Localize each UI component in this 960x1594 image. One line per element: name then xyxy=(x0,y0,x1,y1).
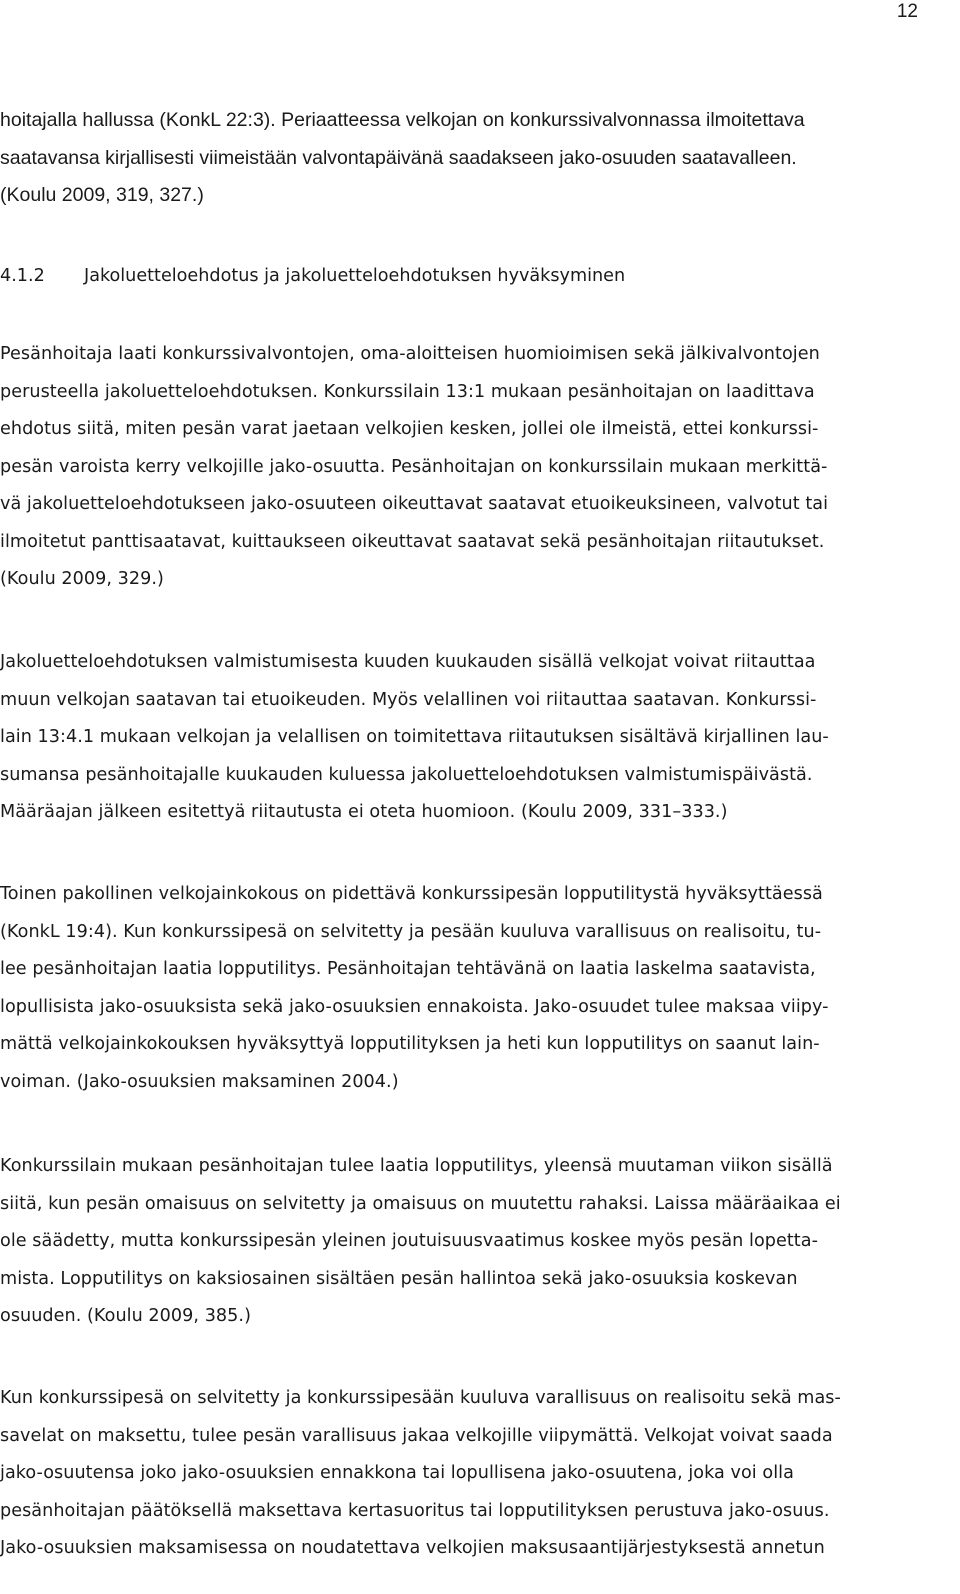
text-line: vä jakoluetteloehdotukseen jako-osuuteen oikeuttavat saatavat etuoikeuksineen, valvotut tai xyxy=(0,494,829,514)
text-line: Toinen pakollinen velkojainkokous on pidettävä konkurssipesän lopputilitystä hyväksyttäessä xyxy=(0,884,823,904)
section-number: 4.1.2 xyxy=(0,266,45,286)
text-line: hoitajalla hallussa (KonkL 22:3). Periaatteessa velkojan on konkurssivalvonnassa ilmoitettava xyxy=(0,109,805,131)
text-line: osuuden. (Koulu 2009, 385.) xyxy=(0,1306,251,1326)
intro-paragraph xyxy=(0,102,948,215)
paragraph-2 xyxy=(0,644,948,832)
paragraph-5 xyxy=(0,1380,948,1568)
text-line: perusteella jakoluetteloehdotuksen. Konkurssilain 13:1 mukaan pesänhoitajan on laadittava xyxy=(0,381,815,402)
page-number: 12 xyxy=(896,1,918,22)
section-title: Jakoluetteloehdotus ja jakoluetteloehdotuksen hyväksyminen xyxy=(84,266,626,286)
text-line: siitä, kun pesän omaisuus on selvitetty ja omaisuus on muutettu rahaksi. Laissa määräaikaa ei xyxy=(0,1193,841,1214)
text-line: voiman. (Jako-osuuksien maksaminen 2004.) xyxy=(0,1071,399,1092)
text-line: ehdotus siitä, miten pesän varat jaetaan velkojien kesken, jollei ole ilmeistä, ettei konkurssi- xyxy=(0,419,819,439)
text-line: Konkurssilain mukaan pesänhoitajan tulee laatia lopputilitys, yleensä muutaman viikon sisällä xyxy=(0,1156,833,1176)
text-line: pesän varoista kerry velkojille jako-osuutta. Pesänhoitajan on konkurssilain mukaan merkittä- xyxy=(0,456,828,477)
text-line: lopullisista jako-osuuksista sekä jako-osuuksien ennakoista. Jako-osuudet tulee maksaa viipy- xyxy=(0,996,829,1017)
text-line: lee pesänhoitajan laatia lopputilitys. Pesänhoitajan tehtävänä on laatia laskelma saatavista, xyxy=(0,959,816,979)
text-line: saatavansa kirjallisesti viimeistään valvontapäivänä saadakseen jako-osuuden saatavalleen. xyxy=(0,146,797,169)
text-line: ilmoitetut panttisaatavat, kuittaukseen oikeuttavat saatavat sekä pesänhoitajan riitautukset. xyxy=(0,531,825,552)
text-line: (Koulu 2009, 329.) xyxy=(0,569,164,589)
text-line: sumansa pesänhoitajalle kuukauden kuluessa jakoluetteloehdotuksen valmistumispäivästä. xyxy=(0,764,813,785)
text-line: ole säädetty, mutta konkurssipesän yleinen joutuisuusvaatimus koskee myös pesän lopetta- xyxy=(0,1231,818,1251)
text-line: Jakoluetteloehdotuksen valmistumisesta kuuden kuukauden sisällä velkojat voivat riitauttaa xyxy=(0,652,816,672)
text-line: Kun konkurssipesä on selvitetty ja konkurssipesään kuuluva varallisuus on realisoitu sekä mas- xyxy=(0,1388,841,1408)
text-line: Jako-osuuksien maksamisessa on noudatettava velkojien maksusaantijärjestyksestä annetun xyxy=(0,1538,825,1558)
text-line: Pesänhoitaja laati konkurssivalvontojen, oma-aloitteisen huomioimisen sekä jälkivalvontojen xyxy=(0,344,820,364)
text-line: (Koulu 2009, 319, 327.) xyxy=(0,184,204,206)
text-line: (KonkL 19:4). Kun konkurssipesä on selvitetty ja pesään kuuluva varallisuus on realisoitu, tu- xyxy=(0,921,822,942)
text-line: lain 13:4.1 mukaan velkojan ja velallisen on toimitettava riitautuksen sisältävä kirjallinen lau- xyxy=(0,727,829,747)
section-heading xyxy=(0,258,625,296)
text-line: mista. Lopputilitys on kaksiosainen sisältäen pesän hallintoa sekä jako-osuuksia koskevan xyxy=(0,1268,798,1289)
text-line: muun velkojan saatavan tai etuoikeuden. Myös velallinen voi riitauttaa saatavan. Konkurssi- xyxy=(0,689,817,710)
paragraph-3 xyxy=(0,876,948,1101)
text-line: savelat on maksettu, tulee pesän varallisuus jakaa velkojille viipymättä. Velkojat voivat saada xyxy=(0,1425,833,1446)
text-line: jako-osuutensa joko jako-osuuksien ennakkona tai lopullisena jako-osuutena, joka voi olla xyxy=(0,1463,794,1483)
text-line: Määräajan jälkeen esitettyä riitautusta ei oteta huomioon. (Koulu 2009, 331–333.) xyxy=(0,802,728,822)
text-line: pesänhoitajan päätöksellä maksettava kertasuoritus tai lopputilityksen perustuva jako-osuus. xyxy=(0,1500,830,1521)
paragraph-4 xyxy=(0,1148,948,1336)
text-line: mättä velkojainkokouksen hyväksyttyä lopputilityksen ja heti kun lopputilitys on saanut lain- xyxy=(0,1034,820,1054)
paragraph-1 xyxy=(0,336,948,599)
